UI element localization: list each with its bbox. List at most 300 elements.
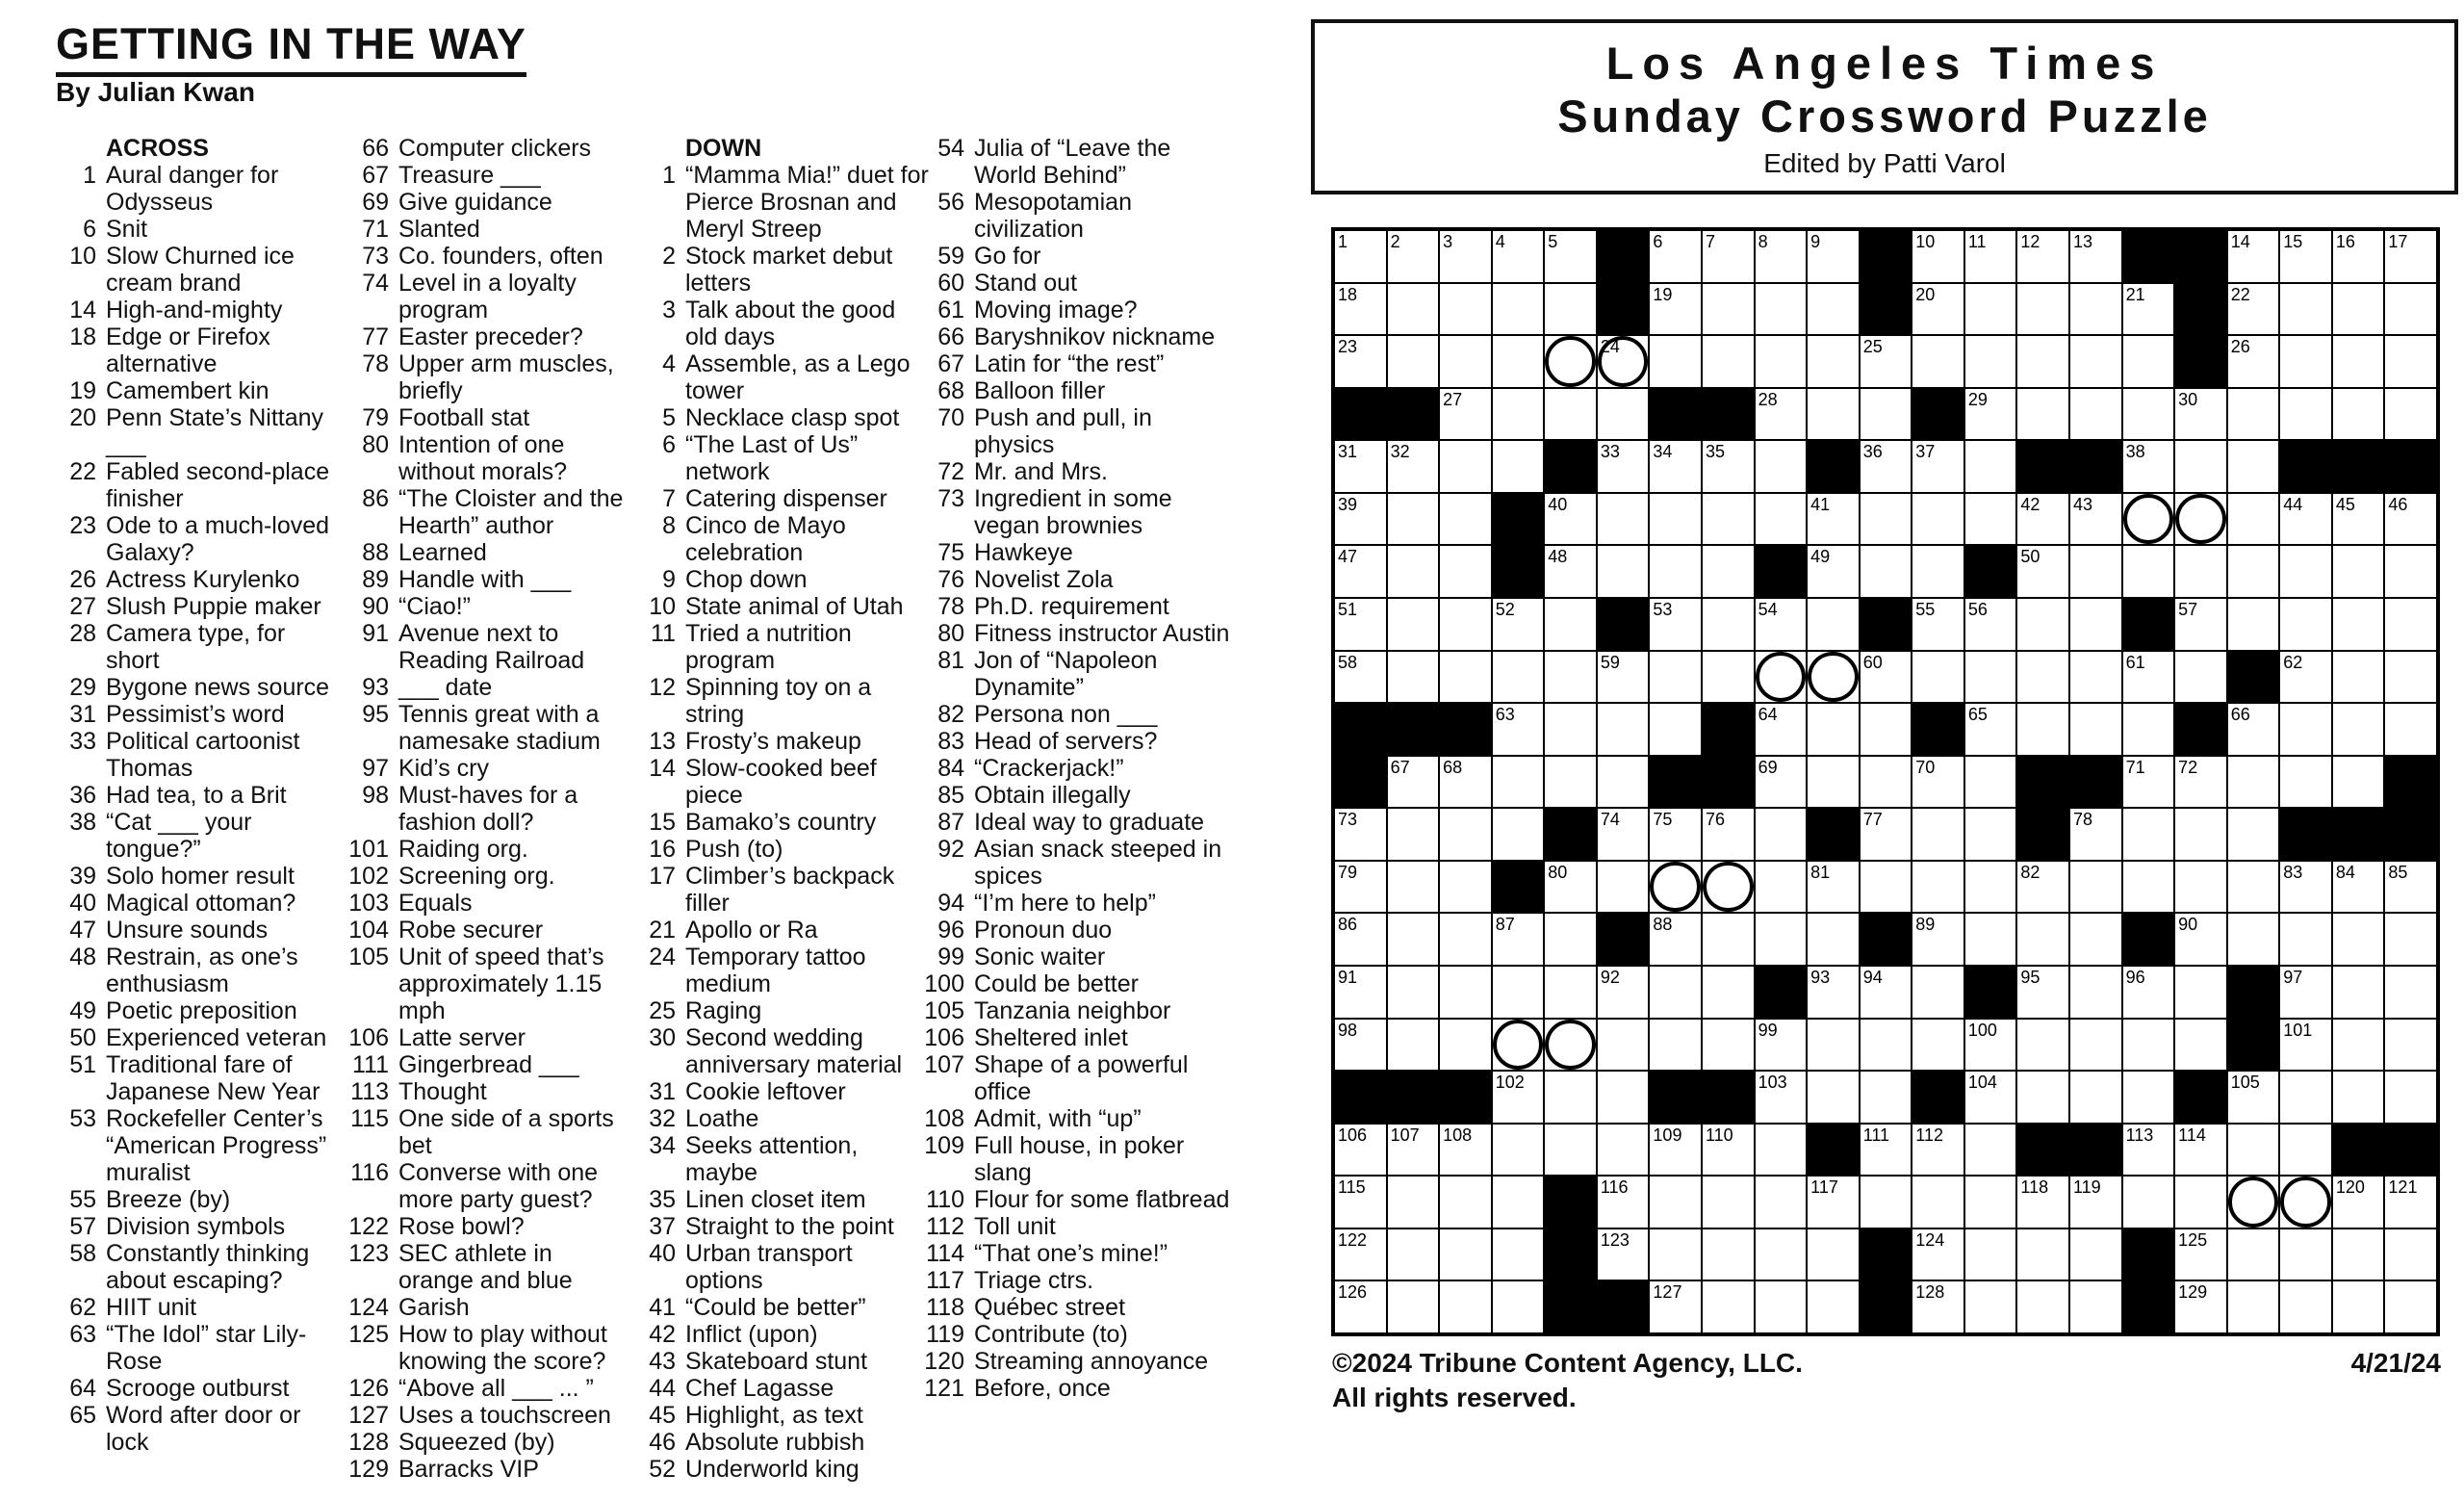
cell-r11c3[interactable] bbox=[1440, 757, 1491, 808]
cell-r3c15[interactable] bbox=[2070, 336, 2121, 387]
cell-r10c18[interactable] bbox=[2228, 704, 2279, 755]
cell-r20c3[interactable] bbox=[1440, 1229, 1491, 1280]
cell-r1c13[interactable] bbox=[1965, 231, 2016, 282]
cell-r3c19[interactable] bbox=[2280, 336, 2331, 387]
cell-r5c17[interactable] bbox=[2175, 441, 2226, 492]
cell-r5c6[interactable] bbox=[1598, 441, 1649, 492]
cell-r17c16[interactable] bbox=[2123, 1072, 2174, 1123]
cell-r15c7[interactable] bbox=[1650, 967, 1701, 1018]
cell-r13c14[interactable] bbox=[2017, 862, 2068, 913]
cell-r9c9[interactable] bbox=[1756, 652, 1807, 703]
cell-r7c5[interactable] bbox=[1545, 546, 1596, 597]
cell-r20c9[interactable] bbox=[1756, 1229, 1807, 1280]
cell-r19c19[interactable] bbox=[2280, 1177, 2331, 1228]
cell-r16c15[interactable] bbox=[2070, 1020, 2121, 1071]
cell-r10c14[interactable] bbox=[2017, 704, 2068, 755]
cell-r3c6[interactable] bbox=[1598, 336, 1649, 387]
cell-r21c13[interactable] bbox=[1965, 1281, 2016, 1332]
cell-r13c13[interactable] bbox=[1965, 862, 2016, 913]
cell-r13c15[interactable] bbox=[2070, 862, 2121, 913]
cell-r19c9[interactable] bbox=[1756, 1177, 1807, 1228]
cell-r20c13[interactable] bbox=[1965, 1229, 2016, 1280]
cell-r1c8[interactable] bbox=[1703, 231, 1754, 282]
cell-r9c15[interactable] bbox=[2070, 652, 2121, 703]
cell-r3c9[interactable] bbox=[1756, 336, 1807, 387]
cell-r19c12[interactable] bbox=[1912, 1177, 1964, 1228]
cell-r14c9[interactable] bbox=[1756, 914, 1807, 965]
cell-r13c20[interactable] bbox=[2333, 862, 2384, 913]
cell-r4c10[interactable] bbox=[1808, 389, 1859, 440]
cell-r12c8[interactable] bbox=[1703, 809, 1754, 860]
cell-r20c15[interactable] bbox=[2070, 1229, 2121, 1280]
cell-r17c11[interactable] bbox=[1861, 1072, 1912, 1123]
cell-r14c7[interactable] bbox=[1650, 914, 1701, 965]
cell-r2c18[interactable] bbox=[2228, 284, 2279, 335]
cell-r19c7[interactable] bbox=[1650, 1177, 1701, 1228]
cell-r13c8[interactable] bbox=[1703, 862, 1754, 913]
cell-r6c15[interactable] bbox=[2070, 494, 2121, 545]
cell-r3c16[interactable] bbox=[2123, 336, 2174, 387]
cell-r4c4[interactable] bbox=[1493, 389, 1544, 440]
cell-r12c17[interactable] bbox=[2175, 809, 2226, 860]
cell-r16c17[interactable] bbox=[2175, 1020, 2226, 1071]
cell-r19c11[interactable] bbox=[1861, 1177, 1912, 1228]
cell-r21c1[interactable] bbox=[1335, 1281, 1386, 1332]
cell-r21c18[interactable] bbox=[2228, 1281, 2279, 1332]
cell-r5c12[interactable] bbox=[1912, 441, 1964, 492]
cell-r10c13[interactable] bbox=[1965, 704, 2016, 755]
cell-r15c2[interactable] bbox=[1388, 967, 1439, 1018]
cell-r3c18[interactable] bbox=[2228, 336, 2279, 387]
cell-r17c4[interactable] bbox=[1493, 1072, 1544, 1123]
cell-r6c6[interactable] bbox=[1598, 494, 1649, 545]
cell-r1c5[interactable] bbox=[1545, 231, 1596, 282]
cell-r1c4[interactable] bbox=[1493, 231, 1544, 282]
cell-r8c9[interactable] bbox=[1756, 599, 1807, 650]
cell-r9c2[interactable] bbox=[1388, 652, 1439, 703]
cell-r20c2[interactable] bbox=[1388, 1229, 1439, 1280]
cell-r11c2[interactable] bbox=[1388, 757, 1439, 808]
cell-r4c16[interactable] bbox=[2123, 389, 2174, 440]
cell-r7c11[interactable] bbox=[1861, 546, 1912, 597]
cell-r13c9[interactable] bbox=[1756, 862, 1807, 913]
cell-r20c8[interactable] bbox=[1703, 1229, 1754, 1280]
cell-r13c2[interactable] bbox=[1388, 862, 1439, 913]
cell-r16c11[interactable] bbox=[1861, 1020, 1912, 1071]
cell-r16c10[interactable] bbox=[1808, 1020, 1859, 1071]
cell-r13c3[interactable] bbox=[1440, 862, 1491, 913]
cell-r10c7[interactable] bbox=[1650, 704, 1701, 755]
cell-r11c17[interactable] bbox=[2175, 757, 2226, 808]
cell-r15c12[interactable] bbox=[1912, 967, 1964, 1018]
cell-r7c17[interactable] bbox=[2175, 546, 2226, 597]
cell-r16c12[interactable] bbox=[1912, 1020, 1964, 1071]
cell-r12c2[interactable] bbox=[1388, 809, 1439, 860]
cell-r20c17[interactable] bbox=[2175, 1229, 2226, 1280]
cell-r5c3[interactable] bbox=[1440, 441, 1491, 492]
cell-r21c14[interactable] bbox=[2017, 1281, 2068, 1332]
cell-r10c9[interactable] bbox=[1756, 704, 1807, 755]
cell-r2c20[interactable] bbox=[2333, 284, 2384, 335]
cell-r13c11[interactable] bbox=[1861, 862, 1912, 913]
cell-r9c21[interactable] bbox=[2385, 652, 2436, 703]
cell-r11c13[interactable] bbox=[1965, 757, 2016, 808]
cell-r9c12[interactable] bbox=[1912, 652, 1964, 703]
cell-r6c13[interactable] bbox=[1965, 494, 2016, 545]
cell-r1c21[interactable] bbox=[2385, 231, 2436, 282]
cell-r3c7[interactable] bbox=[1650, 336, 1701, 387]
cell-r5c18[interactable] bbox=[2228, 441, 2279, 492]
cell-r18c11[interactable] bbox=[1861, 1125, 1912, 1176]
cell-r12c9[interactable] bbox=[1756, 809, 1807, 860]
cell-r14c19[interactable] bbox=[2280, 914, 2331, 965]
cell-r2c3[interactable] bbox=[1440, 284, 1491, 335]
cell-r2c10[interactable] bbox=[1808, 284, 1859, 335]
cell-r17c5[interactable] bbox=[1545, 1072, 1596, 1123]
cell-r6c19[interactable] bbox=[2280, 494, 2331, 545]
cell-r20c19[interactable] bbox=[2280, 1229, 2331, 1280]
cell-r16c2[interactable] bbox=[1388, 1020, 1439, 1071]
cell-r8c18[interactable] bbox=[2228, 599, 2279, 650]
cell-r3c3[interactable] bbox=[1440, 336, 1491, 387]
cell-r6c3[interactable] bbox=[1440, 494, 1491, 545]
cell-r8c4[interactable] bbox=[1493, 599, 1544, 650]
cell-r6c1[interactable] bbox=[1335, 494, 1386, 545]
cell-r12c3[interactable] bbox=[1440, 809, 1491, 860]
cell-r11c5[interactable] bbox=[1545, 757, 1596, 808]
cell-r15c3[interactable] bbox=[1440, 967, 1491, 1018]
cell-r6c18[interactable] bbox=[2228, 494, 2279, 545]
cell-r14c17[interactable] bbox=[2175, 914, 2226, 965]
cell-r13c17[interactable] bbox=[2175, 862, 2226, 913]
cell-r2c13[interactable] bbox=[1965, 284, 2016, 335]
cell-r13c6[interactable] bbox=[1598, 862, 1649, 913]
cell-r19c8[interactable] bbox=[1703, 1177, 1754, 1228]
cell-r8c14[interactable] bbox=[2017, 599, 2068, 650]
cell-r19c4[interactable] bbox=[1493, 1177, 1544, 1228]
cell-r21c10[interactable] bbox=[1808, 1281, 1859, 1332]
cell-r2c15[interactable] bbox=[2070, 284, 2121, 335]
cell-r14c21[interactable] bbox=[2385, 914, 2436, 965]
cell-r2c12[interactable] bbox=[1912, 284, 1964, 335]
cell-r8c20[interactable] bbox=[2333, 599, 2384, 650]
cell-r18c2[interactable] bbox=[1388, 1125, 1439, 1176]
cell-r21c9[interactable] bbox=[1756, 1281, 1807, 1332]
cell-r18c7[interactable] bbox=[1650, 1125, 1701, 1176]
cell-r13c10[interactable] bbox=[1808, 862, 1859, 913]
cell-r8c5[interactable] bbox=[1545, 599, 1596, 650]
cell-r3c4[interactable] bbox=[1493, 336, 1544, 387]
cell-r7c10[interactable] bbox=[1808, 546, 1859, 597]
cell-r4c20[interactable] bbox=[2333, 389, 2384, 440]
cell-r12c16[interactable] bbox=[2123, 809, 2174, 860]
cell-r7c18[interactable] bbox=[2228, 546, 2279, 597]
cell-r6c9[interactable] bbox=[1756, 494, 1807, 545]
cell-r6c17[interactable] bbox=[2175, 494, 2226, 545]
cell-r15c1[interactable] bbox=[1335, 967, 1386, 1018]
cell-r3c13[interactable] bbox=[1965, 336, 2016, 387]
cell-r19c3[interactable] bbox=[1440, 1177, 1491, 1228]
cell-r2c2[interactable] bbox=[1388, 284, 1439, 335]
cell-r12c4[interactable] bbox=[1493, 809, 1544, 860]
cell-r10c6[interactable] bbox=[1598, 704, 1649, 755]
cell-r16c19[interactable] bbox=[2280, 1020, 2331, 1071]
cell-r2c7[interactable] bbox=[1650, 284, 1701, 335]
cell-r16c8[interactable] bbox=[1703, 1020, 1754, 1071]
cell-r20c21[interactable] bbox=[2385, 1229, 2436, 1280]
cell-r4c11[interactable] bbox=[1861, 389, 1912, 440]
cell-r18c12[interactable] bbox=[1912, 1125, 1964, 1176]
cell-r6c12[interactable] bbox=[1912, 494, 1964, 545]
cell-r8c1[interactable] bbox=[1335, 599, 1386, 650]
cell-r13c12[interactable] bbox=[1912, 862, 1964, 913]
cell-r21c8[interactable] bbox=[1703, 1281, 1754, 1332]
cell-r14c3[interactable] bbox=[1440, 914, 1491, 965]
cell-r19c16[interactable] bbox=[2123, 1177, 2174, 1228]
cell-r9c13[interactable] bbox=[1965, 652, 2016, 703]
cell-r4c17[interactable] bbox=[2175, 389, 2226, 440]
cell-r11c18[interactable] bbox=[2228, 757, 2279, 808]
cell-r20c7[interactable] bbox=[1650, 1229, 1701, 1280]
cell-r12c6[interactable] bbox=[1598, 809, 1649, 860]
cell-r6c2[interactable] bbox=[1388, 494, 1439, 545]
cell-r19c17[interactable] bbox=[2175, 1177, 2226, 1228]
cell-r14c20[interactable] bbox=[2333, 914, 2384, 965]
cell-r11c12[interactable] bbox=[1912, 757, 1964, 808]
cell-r7c3[interactable] bbox=[1440, 546, 1491, 597]
cell-r5c13[interactable] bbox=[1965, 441, 2016, 492]
cell-r17c21[interactable] bbox=[2385, 1072, 2436, 1123]
cell-r3c14[interactable] bbox=[2017, 336, 2068, 387]
cell-r13c1[interactable] bbox=[1335, 862, 1386, 913]
cell-r11c11[interactable] bbox=[1861, 757, 1912, 808]
cell-r5c16[interactable] bbox=[2123, 441, 2174, 492]
cell-r9c8[interactable] bbox=[1703, 652, 1754, 703]
cell-r10c4[interactable] bbox=[1493, 704, 1544, 755]
cell-r6c11[interactable] bbox=[1861, 494, 1912, 545]
cell-r20c12[interactable] bbox=[1912, 1229, 1964, 1280]
cell-r15c17[interactable] bbox=[2175, 967, 2226, 1018]
cell-r9c14[interactable] bbox=[2017, 652, 2068, 703]
cell-r21c20[interactable] bbox=[2333, 1281, 2384, 1332]
cell-r11c9[interactable] bbox=[1756, 757, 1807, 808]
cell-r9c7[interactable] bbox=[1650, 652, 1701, 703]
cell-r12c7[interactable] bbox=[1650, 809, 1701, 860]
cell-r7c14[interactable] bbox=[2017, 546, 2068, 597]
cell-r15c5[interactable] bbox=[1545, 967, 1596, 1018]
cell-r18c4[interactable] bbox=[1493, 1125, 1544, 1176]
cell-r6c5[interactable] bbox=[1545, 494, 1596, 545]
cell-r14c15[interactable] bbox=[2070, 914, 2121, 965]
cell-r21c17[interactable] bbox=[2175, 1281, 2226, 1332]
cell-r1c2[interactable] bbox=[1388, 231, 1439, 282]
cell-r6c21[interactable] bbox=[2385, 494, 2436, 545]
cell-r14c18[interactable] bbox=[2228, 914, 2279, 965]
cell-r11c16[interactable] bbox=[2123, 757, 2174, 808]
cell-r13c5[interactable] bbox=[1545, 862, 1596, 913]
cell-r18c8[interactable] bbox=[1703, 1125, 1754, 1176]
cell-r2c9[interactable] bbox=[1756, 284, 1807, 335]
cell-r18c13[interactable] bbox=[1965, 1125, 2016, 1176]
cell-r20c10[interactable] bbox=[1808, 1229, 1859, 1280]
cell-r8c17[interactable] bbox=[2175, 599, 2226, 650]
cell-r4c13[interactable] bbox=[1965, 389, 2016, 440]
cell-r2c16[interactable] bbox=[2123, 284, 2174, 335]
cell-r8c10[interactable] bbox=[1808, 599, 1859, 650]
cell-r19c15[interactable] bbox=[2070, 1177, 2121, 1228]
cell-r16c9[interactable] bbox=[1756, 1020, 1807, 1071]
cell-r9c10[interactable] bbox=[1808, 652, 1859, 703]
cell-r21c3[interactable] bbox=[1440, 1281, 1491, 1332]
cell-r10c5[interactable] bbox=[1545, 704, 1596, 755]
cell-r11c19[interactable] bbox=[2280, 757, 2331, 808]
cell-r2c4[interactable] bbox=[1493, 284, 1544, 335]
cell-r13c7[interactable] bbox=[1650, 862, 1701, 913]
cell-r4c14[interactable] bbox=[2017, 389, 2068, 440]
cell-r17c13[interactable] bbox=[1965, 1072, 2016, 1123]
cell-r9c17[interactable] bbox=[2175, 652, 2226, 703]
cell-r9c5[interactable] bbox=[1545, 652, 1596, 703]
cell-r1c9[interactable] bbox=[1756, 231, 1807, 282]
cell-r7c7[interactable] bbox=[1650, 546, 1701, 597]
cell-r14c8[interactable] bbox=[1703, 914, 1754, 965]
cell-r6c16[interactable] bbox=[2123, 494, 2174, 545]
cell-r20c18[interactable] bbox=[2228, 1229, 2279, 1280]
cell-r19c13[interactable] bbox=[1965, 1177, 2016, 1228]
cell-r1c19[interactable] bbox=[2280, 231, 2331, 282]
cell-r2c19[interactable] bbox=[2280, 284, 2331, 335]
cell-r18c1[interactable] bbox=[1335, 1125, 1386, 1176]
cell-r5c2[interactable] bbox=[1388, 441, 1439, 492]
cell-r14c4[interactable] bbox=[1493, 914, 1544, 965]
cell-r21c12[interactable] bbox=[1912, 1281, 1964, 1332]
cell-r18c18[interactable] bbox=[2228, 1125, 2279, 1176]
cell-r7c20[interactable] bbox=[2333, 546, 2384, 597]
cell-r1c10[interactable] bbox=[1808, 231, 1859, 282]
cell-r14c10[interactable] bbox=[1808, 914, 1859, 965]
cell-r21c15[interactable] bbox=[2070, 1281, 2121, 1332]
cell-r15c6[interactable] bbox=[1598, 967, 1649, 1018]
cell-r4c6[interactable] bbox=[1598, 389, 1649, 440]
cell-r3c21[interactable] bbox=[2385, 336, 2436, 387]
cell-r2c1[interactable] bbox=[1335, 284, 1386, 335]
cell-r17c14[interactable] bbox=[2017, 1072, 2068, 1123]
cell-r8c8[interactable] bbox=[1703, 599, 1754, 650]
cell-r15c10[interactable] bbox=[1808, 967, 1859, 1018]
cell-r17c6[interactable] bbox=[1598, 1072, 1649, 1123]
cell-r3c8[interactable] bbox=[1703, 336, 1754, 387]
cell-r8c7[interactable] bbox=[1650, 599, 1701, 650]
cell-r5c1[interactable] bbox=[1335, 441, 1386, 492]
cell-r7c16[interactable] bbox=[2123, 546, 2174, 597]
cell-r2c5[interactable] bbox=[1545, 284, 1596, 335]
cell-r16c6[interactable] bbox=[1598, 1020, 1649, 1071]
cell-r12c18[interactable] bbox=[2228, 809, 2279, 860]
cell-r1c12[interactable] bbox=[1912, 231, 1964, 282]
cell-r10c21[interactable] bbox=[2385, 704, 2436, 755]
cell-r3c20[interactable] bbox=[2333, 336, 2384, 387]
cell-r1c20[interactable] bbox=[2333, 231, 2384, 282]
cell-r15c19[interactable] bbox=[2280, 967, 2331, 1018]
cell-r3c5[interactable] bbox=[1545, 336, 1596, 387]
cell-r6c10[interactable] bbox=[1808, 494, 1859, 545]
cell-r10c20[interactable] bbox=[2333, 704, 2384, 755]
cell-r10c10[interactable] bbox=[1808, 704, 1859, 755]
cell-r11c20[interactable] bbox=[2333, 757, 2384, 808]
cell-r15c11[interactable] bbox=[1861, 967, 1912, 1018]
cell-r21c21[interactable] bbox=[2385, 1281, 2436, 1332]
cell-r7c2[interactable] bbox=[1388, 546, 1439, 597]
cell-r7c12[interactable] bbox=[1912, 546, 1964, 597]
cell-r9c4[interactable] bbox=[1493, 652, 1544, 703]
cell-r18c3[interactable] bbox=[1440, 1125, 1491, 1176]
cell-r12c12[interactable] bbox=[1912, 809, 1964, 860]
cell-r10c16[interactable] bbox=[2123, 704, 2174, 755]
cell-r18c5[interactable] bbox=[1545, 1125, 1596, 1176]
cell-r15c4[interactable] bbox=[1493, 967, 1544, 1018]
cell-r1c3[interactable] bbox=[1440, 231, 1491, 282]
cell-r20c20[interactable] bbox=[2333, 1229, 2384, 1280]
cell-r15c8[interactable] bbox=[1703, 967, 1754, 1018]
cell-r21c2[interactable] bbox=[1388, 1281, 1439, 1332]
cell-r19c6[interactable] bbox=[1598, 1177, 1649, 1228]
cell-r1c1[interactable] bbox=[1335, 231, 1386, 282]
cell-r8c3[interactable] bbox=[1440, 599, 1491, 650]
cell-r3c10[interactable] bbox=[1808, 336, 1859, 387]
cell-r12c15[interactable] bbox=[2070, 809, 2121, 860]
cell-r16c13[interactable] bbox=[1965, 1020, 2016, 1071]
cell-r6c14[interactable] bbox=[2017, 494, 2068, 545]
cell-r1c7[interactable] bbox=[1650, 231, 1701, 282]
cell-r20c1[interactable] bbox=[1335, 1229, 1386, 1280]
cell-r9c6[interactable] bbox=[1598, 652, 1649, 703]
cell-r5c7[interactable] bbox=[1650, 441, 1701, 492]
cell-r14c5[interactable] bbox=[1545, 914, 1596, 965]
cell-r6c7[interactable] bbox=[1650, 494, 1701, 545]
cell-r4c15[interactable] bbox=[2070, 389, 2121, 440]
cell-r19c21[interactable] bbox=[2385, 1177, 2436, 1228]
cell-r9c20[interactable] bbox=[2333, 652, 2384, 703]
cell-r11c6[interactable] bbox=[1598, 757, 1649, 808]
cell-r5c9[interactable] bbox=[1756, 441, 1807, 492]
cell-r19c20[interactable] bbox=[2333, 1177, 2384, 1228]
cell-r3c2[interactable] bbox=[1388, 336, 1439, 387]
cell-r18c17[interactable] bbox=[2175, 1125, 2226, 1176]
cell-r13c18[interactable] bbox=[2228, 862, 2279, 913]
cell-r10c15[interactable] bbox=[2070, 704, 2121, 755]
cell-r4c19[interactable] bbox=[2280, 389, 2331, 440]
cell-r19c14[interactable] bbox=[2017, 1177, 2068, 1228]
cell-r17c18[interactable] bbox=[2228, 1072, 2279, 1123]
cell-r2c8[interactable] bbox=[1703, 284, 1754, 335]
cell-r12c11[interactable] bbox=[1861, 809, 1912, 860]
cell-r16c14[interactable] bbox=[2017, 1020, 2068, 1071]
cell-r3c1[interactable] bbox=[1335, 336, 1386, 387]
cell-r14c14[interactable] bbox=[2017, 914, 2068, 965]
cell-r15c15[interactable] bbox=[2070, 967, 2121, 1018]
cell-r8c13[interactable] bbox=[1965, 599, 2016, 650]
cell-r8c12[interactable] bbox=[1912, 599, 1964, 650]
cell-r10c19[interactable] bbox=[2280, 704, 2331, 755]
cell-r14c1[interactable] bbox=[1335, 914, 1386, 965]
cell-r16c20[interactable] bbox=[2333, 1020, 2384, 1071]
cell-r16c16[interactable] bbox=[2123, 1020, 2174, 1071]
cell-r17c9[interactable] bbox=[1756, 1072, 1807, 1123]
cell-r20c6[interactable] bbox=[1598, 1229, 1649, 1280]
cell-r17c19[interactable] bbox=[2280, 1072, 2331, 1123]
cell-r8c21[interactable] bbox=[2385, 599, 2436, 650]
cell-r16c7[interactable] bbox=[1650, 1020, 1701, 1071]
